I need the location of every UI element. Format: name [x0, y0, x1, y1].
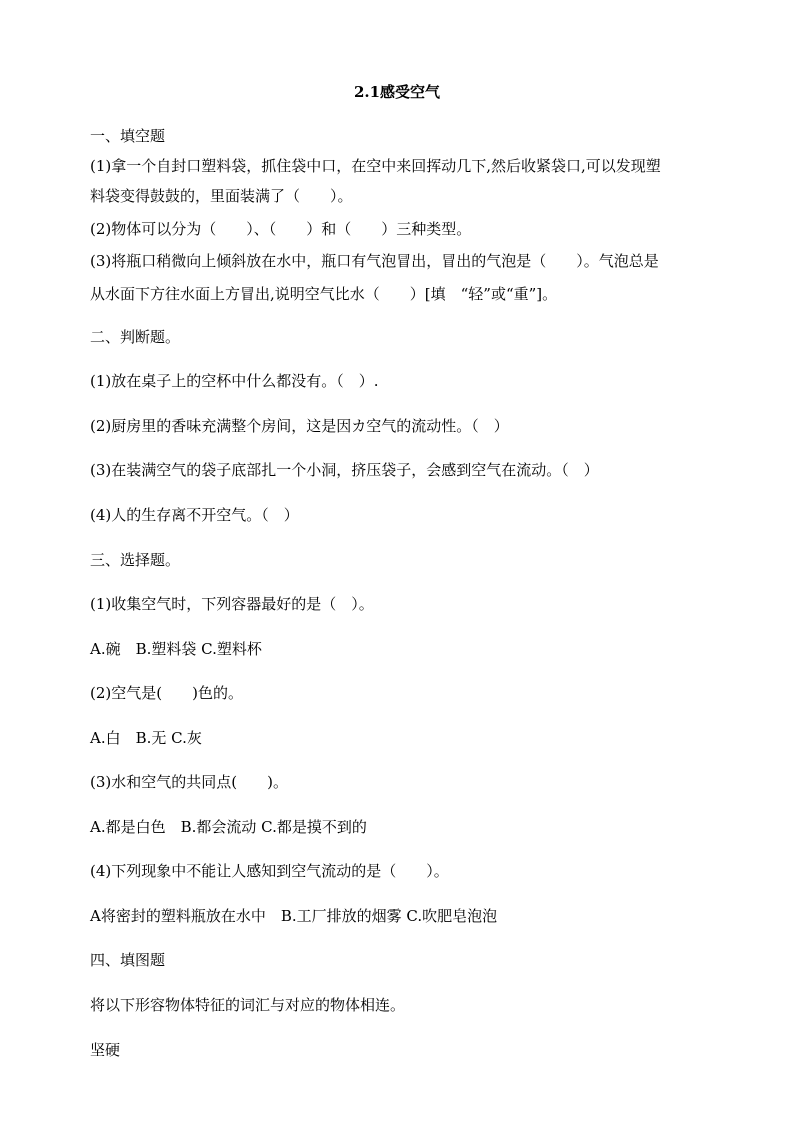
- fill-question-3-line-1: (3)将瓶口稍微向上倾斜放在水中，瓶口有气泡冒出，冒出的气泡是（ ）。气泡总是: [90, 252, 659, 270]
- choice-question-4-options: A将密封的塑料瓶放在水中 B.工厂排放的烟雾 C.吹肥皂泡泡: [90, 907, 498, 925]
- section-heading-choice: 三、选择题。: [90, 551, 181, 569]
- judge-question-1: (1)放在桌子上的空杯中什么都没有。（ ）.: [90, 372, 379, 390]
- fill-question-1-line-2: 料袋变得鼓鼓的，里面装满了（ ）。: [90, 187, 353, 205]
- choice-question-3-options: A.都是白色 B.都会流动 C.都是摸不到的: [90, 818, 367, 836]
- choice-question-3: (3)水和空气的共同点( )。: [90, 773, 288, 791]
- choice-question-4: (4)下列现象中不能让人感知到空气流动的是（ ）。: [90, 862, 449, 880]
- judge-question-2: (2)厨房里的香味充满整个房间，这是因カ空气的流动性。（ ）: [90, 417, 509, 435]
- section-heading-fill: 一、填空题: [90, 127, 166, 145]
- judge-question-3: (3)在装满空气的袋子底部扎一个小洞，挤压袋子，会感到空气在流动。（ ）: [90, 461, 599, 479]
- diagram-instruction: 将以下形容物体特征的词汇与对应的物体相连。: [90, 996, 406, 1014]
- judge-question-4: (4)人的生存离不开空气。（ ）: [90, 506, 299, 524]
- diagram-word-1: 坚硬: [90, 1041, 121, 1059]
- page-title: 2.1感受空气: [353, 83, 441, 101]
- choice-question-1: (1)收集空气时，下列容器最好的是（ ）。: [90, 595, 374, 613]
- section-heading-judge: 二、判断题。: [90, 328, 181, 346]
- section-heading-diagram: 四、填图题: [90, 951, 166, 969]
- choice-question-2-options: A.白 B.无 C.灰: [90, 729, 202, 747]
- choice-question-1-options: A.碗 B.塑料袋 C.塑料杯: [90, 640, 262, 658]
- choice-question-2: (2)空气是( )色的。: [90, 684, 243, 702]
- fill-question-2: (2)物体可以分为（ ）、（ ）和（ ）三种类型。: [90, 220, 472, 238]
- fill-question-3-line-2: 从水面下方往水面上方冒出,说明空气比水（ ）[填 “轻”或“重”]。: [90, 285, 558, 303]
- fill-question-1-line-1: (1)拿一个自封口塑料袋，抓住袋中口，在空中来回挥动几下,然后收紧袋口,可以发现塑: [90, 157, 661, 175]
